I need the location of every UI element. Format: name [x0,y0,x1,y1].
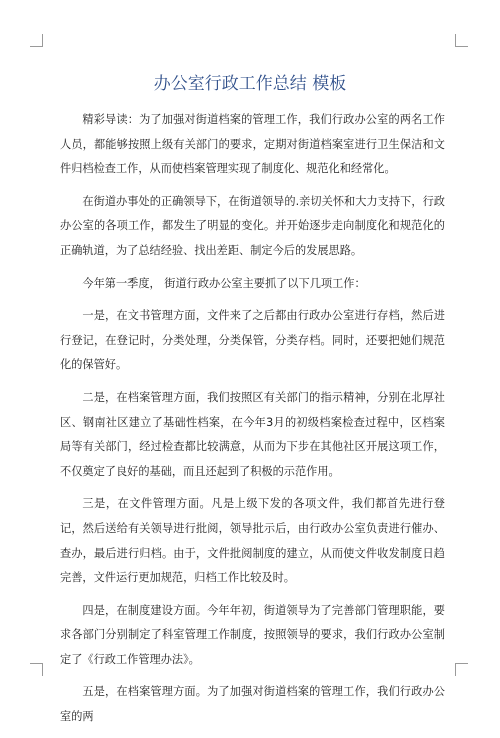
crop-mark-top-left [30,34,43,47]
paragraph-leadership: 在街道办事处的正确领导下，在街道领导的.亲切关怀和大力支持下，行政办公室的各项工作，都发生了明显的变化。并开始逐步走向制度化和规范化的正确轨道，为了总结经验、找出差距、制定今后的发展思路。 [60,194,445,257]
crop-mark-bottom-right [455,663,468,676]
paragraph-item-five: 五是，在档案管理方面。为了加强对街道档案的管理工作，我们行政办公室的两 [60,685,445,724]
paragraph-intro: 精彩导读：为了加强对街道档案的管理工作，我们行政办公室的两名工作人员，都能够按照上级有关部门的要求，定期对街道档案室进行卫生保洁和文件归档检查工作，从而使档案管理实现了制度化、规范化和经常化。 [60,113,445,176]
document-body [60,108,445,738]
paragraph-item-three: 三是，在文件管理方面。凡是上级下发的各项文件，我们都首先进行登记，然后送给有关领导进行批阅，领导批示后，由行政办公室负责进行催办、查办，最后进行归档。由于，文件批阅制度的建立，从而使文件收发制度日趋完善，文件运行更加规范，归档工作比较及时。 [60,497,445,585]
document-title: 办公室行政工作总结 模板 [153,74,347,95]
paragraph-first-quarter: 今年第一季度， 街道行政办公室主要抓了以下几项工作： [82,276,366,290]
crop-mark-top-right [455,34,468,47]
paragraph-item-two: 二是，在档案管理方面，我们按照区有关部门的指示精神，分别在北厚社区、钢南社区建立了基础性档案，在今年3月的初级档案检查过程中，区档案局等有关部门，经过检查都比较满意，从而为下步在其他社区开展这项工作，不仅奠定了良好的基础，而且还起到了积极的示范作用。 [60,390,445,478]
paragraph-item-four: 四是，在制度建设方面。今年年初，街道领导为了完善部门管理职能，要求各部门分别制定了科室管理工作制度，按照领导的要求，我们行政办公室制定了《行政工作管理办法》。 [60,603,445,666]
paragraph-item-one: 一是，在文书管理方面，文件来了之后都由行政办公室进行存档，然后进行登记，在登记时，分类处理，分类保管，分类存档。同时，还要把她们规范化的保管好。 [60,309,445,372]
crop-mark-bottom-left [30,663,43,676]
